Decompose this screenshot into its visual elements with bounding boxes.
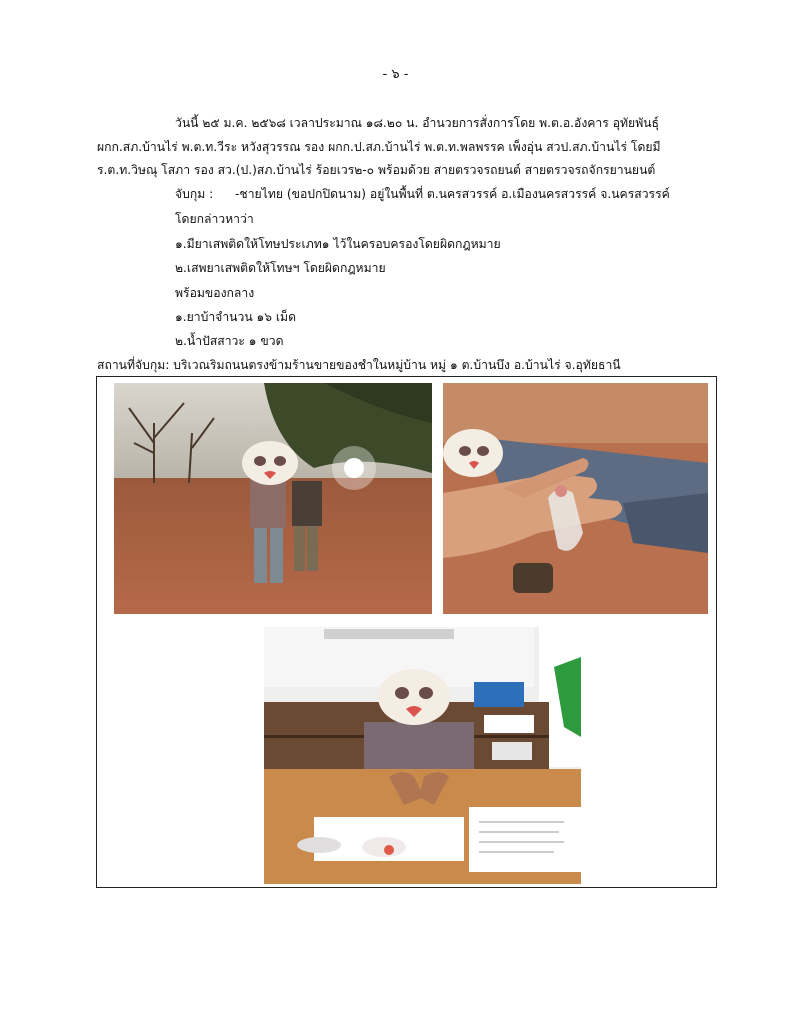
evidence-item: ๑.ยาบ้าจำนวน ๑๖ เม็ด [175,310,297,324]
evidence-on-table-photo [264,627,581,884]
report-line-1: วันนี้ ๒๕ ม.ค. ๒๕๖๘ เวลาประมาณ ๑๘.๒๐ น. อำนวยการสั่งการโดย พ.ต.อ.อังคาร อุทัยพันธุ์ [175,116,659,130]
charge-item: ๒.เสพยาเสพติดให้โทษฯ โดยผิดกฎหมาย [175,261,386,275]
arrest-line [175,185,670,203]
report-line-2: ผกก.สภ.บ้านไร่ พ.ต.ท.วีระ หวังสุวรรณ รอง ผกก.ป.สภ.บ้านไร่ พ.ต.ท.พลพรรค เพ็งอุ่น สวป.สภ.บ้านไร่ โดยมี [97,140,661,154]
arrest-location: สถานที่จับกุม: บริเวณริมถนนตรงข้ามร้านขายของชำในหมู่บ้าน หมู่ ๑ ต.บ้านบึง อ.บ้านไร่ จ.อุทัยธานี [97,358,621,372]
report-line-3: ร.ต.ท.วิษณุ โสภา รอง สว.(ป.)สภ.บ้านไร่ ร้อยเวร๒-๐ พร้อมด้วย สายตรวจรถยนต์ สายตรวจรถจักรยานยนต์ [97,163,656,177]
photo-frame [96,376,717,888]
evidence-heading: พร้อมของกลาง [175,286,255,300]
charge-item: ๑.มียาเสพติดให้โทษประเภท๑ ไว้ในครอบครองโดยผิดกฎหมาย [175,237,501,251]
evidence-item: ๒.น้ำปัสสาวะ ๑ ขวด [175,334,284,348]
arrest-detail: -ชายไทย (ขอปกปิดนาม) อยู่ในพื้นที่ ต.นครสวรรค์ อ.เมืองนครสวรรค์ จ.นครสวรรค์ [235,187,670,201]
evidence-in-hand-photo [443,383,708,614]
page-number: - ๖ - [382,67,409,82]
accusation-heading: โดยกล่าวหาว่า [175,212,254,226]
arrest-label: จับกุม : [175,187,214,201]
arrest-scene-photo [114,383,432,614]
